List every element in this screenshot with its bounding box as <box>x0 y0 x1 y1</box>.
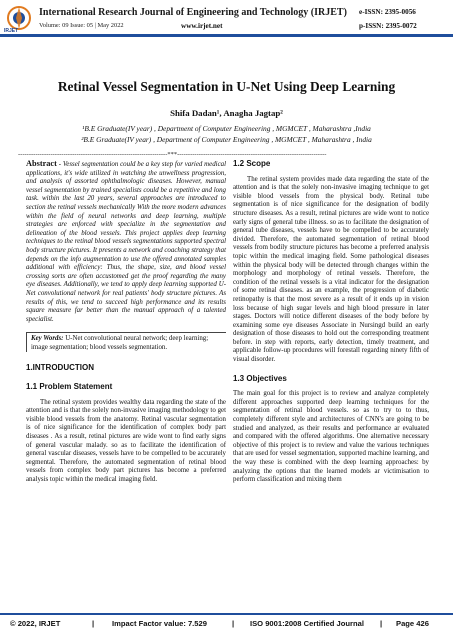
paper-title: Retinal Vessel Segmentation in U-Net Using Deep Learning <box>57 79 396 94</box>
keywords-text: U-Net convolutional neural network; deep learning; image segmentation; blood vessels segmentation. <box>31 335 209 351</box>
journal-website[interactable]: www.irjet.net <box>181 22 223 30</box>
problem-statement-heading: 1.1 Problem Statement <box>26 382 113 392</box>
p-issn: p-ISSN: 2395-0072 <box>359 22 417 30</box>
footer-page-number: Page 426 <box>396 619 429 628</box>
footer-separator: | <box>92 619 95 628</box>
volume-issue: Volume: 09 Issue: 05 | May 2022 <box>39 22 124 29</box>
objectives-heading: 1.3 Objectives <box>233 373 287 383</box>
footer-separator: | <box>232 619 235 628</box>
section-divider: ---------------------------------------------------------------------***--------------------------------------------------------------------- <box>18 151 327 158</box>
e-issn: e-ISSN: 2395-0056 <box>359 8 416 16</box>
keywords-box <box>26 332 226 352</box>
abstract-label: Abstract <box>26 159 57 168</box>
keywords-label: Key Words: <box>31 335 64 343</box>
problem-statement-text: The retinal system provides wealthy data regarding the state of the attention and is that the solely non-invasive imaging methodology to get visible blood vessels from the anatomy. Retinal vascular segmentation is of nice significance for the identification of complex body part diseases . As a result, retinal pictures are wide wont to find early signs of general vascular malady. so as to facilitate the identification of general vascular diseases, vessels have to be compelled to be accurately segmental. Therefore, the automated segmentation of retinal blood vessels from complex body part pictures has become a preferred analysis topic within the medical imaging field. <box>26 398 226 483</box>
scope-text: The retinal system provides made data regarding the state of the attention and is that the solely non-invasive imaging technique to get visible blood vessels from the physical body. Retinal tube segmentation is of nice significance for the designation of bodily structure diseases. As a result, retinal pictures are wide wont to notice early signs of general tube illness. so as to facilitate the designation of general tube diseases, vessels have to be compelled to be accurately divided. Therefore, the automated segmentation of retinal blood vessels from bodily structure pictures has become a preferred analysis topic within the medical imaging field. Some pathological diseases within the physical body will be detected through changes within the morphology and morphology of retinal vessels. Therefore, the condition of the retinal vessels is a vital indicator for the designation of some retinal diseases. as an example, the progression of diabetic retinopathy is that the most severe as a result of it ends up in vision loss because of high sugar levels and high blood pressure in later stages. Doctors will notice different diseases of the body before by examining some eye diseases Associate in Nursingd build an early designation of those diseases to hold out the corresponding treatment before. in step with reports, early detection, timely treatment, and applicable follow-up procedures will forestall regarding ninety fifth of visual disorder. <box>233 175 429 364</box>
footer-separator: | <box>380 619 383 628</box>
footer-iso: ISO 9001:2008 Certified Journal <box>250 619 364 628</box>
scope-heading: 1.2 Scope <box>233 159 271 168</box>
footer-impact-factor: Impact Factor value: 7.529 <box>112 619 207 628</box>
abstract <box>26 160 226 324</box>
logo-text: IRJET <box>4 28 19 34</box>
paper-authors: Shifa Dadan¹, Anagha Jagtap² <box>170 108 283 118</box>
introduction-heading: 1.INTRODUCTION <box>26 363 94 373</box>
left-column <box>26 160 226 485</box>
right-column <box>233 160 429 485</box>
footer-rule <box>0 613 453 615</box>
affiliation-1: ¹B.E Graduate(IV year) , Department of Computer Engineering , MGMCET , Maharashtra ,India <box>82 124 371 133</box>
footer-copyright: © 2022, IRJET <box>10 619 61 628</box>
abstract-text: - Vessel segmentation could be a key step for varied medical applications, it's wide utilized in watching the unwellness progression, and analysis of assorted ophthalmologic diseases. However, manual vessel segmentation by trained specialists could be a repetitive and long task. within the last 20 years, several approaches are introduced to section the retinal vessels mechanically With the more modern advances within the field of neural networks and deep learning, multiple strategies are enforced with specialize in the segmentation and delineation of the blood vessels. This project applies deep learning techniques to the retinal blood vessels segmentations supported spectral body structure pictures. It presents a network and coaching strategy that depends on the info augmentation to use the offered annotated samples additional with efficiency: Thus, the shape, size, and blood vessel crossing sorts are often accustomed get the proof regarding the many eye diseases. Additionally, we tend to apply deep learning supported U-Net convolutional network for real patients' body structure pictures. As results of this, we tend to succeed high performance and its results square measure far better than the manual approach of a talented specialist. <box>26 161 226 323</box>
affiliation-2: ²B.E Graduate(IV year) , Department of Computer Engineering , MGMCET , Maharashtra , India <box>81 135 372 144</box>
header-rule <box>0 34 453 37</box>
journal-name: International Research Journal of Engineering and Technology (IRJET) <box>39 7 347 18</box>
objectives-text: The main goal for this project is to review and analyze completely different approaches supported deep learning techniques for the segmentation of retinal blood vessels. so as to try to to thus, completely different style and architectures of CNN's are going to be studied and analyzed, as their results and performance ar evaluated and compared with the offered algorithms. One alternative necessary objective of this project is to review and value the various techniques that are used for vessel segmentation, supported machine learning, and the way these is combined with the deep learning approaches: by analyzing the options that the learned models ar victimisation to perform classification and mixing them <box>233 390 429 484</box>
page-header <box>0 0 453 40</box>
